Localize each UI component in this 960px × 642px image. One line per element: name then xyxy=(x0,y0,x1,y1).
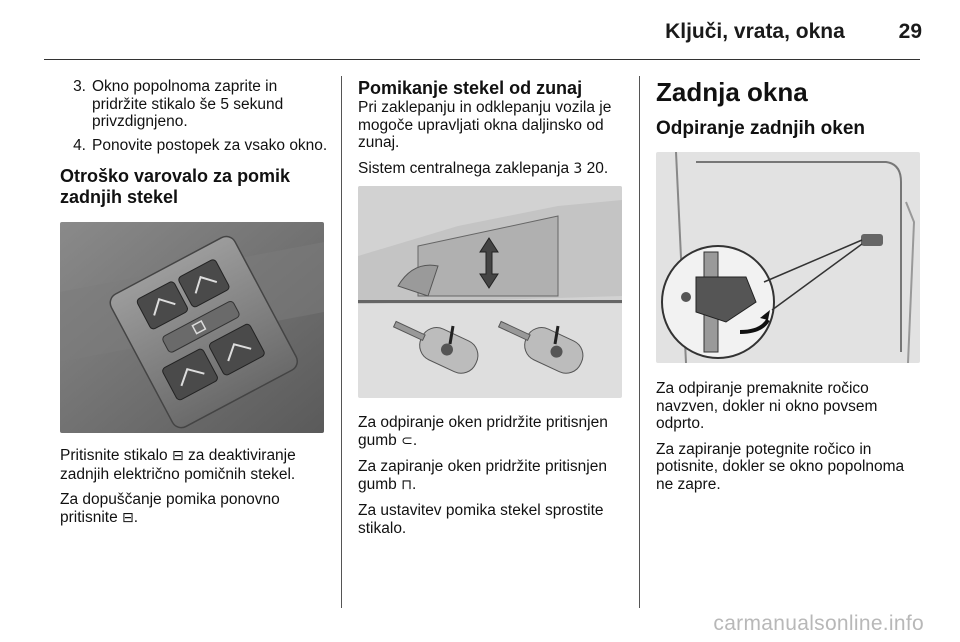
text: . xyxy=(412,475,417,493)
rear-window-latch-image xyxy=(656,152,920,363)
text: . xyxy=(412,431,418,449)
list-item xyxy=(60,78,328,131)
page-header xyxy=(665,20,922,44)
watermark: carmanualsonline.info xyxy=(713,612,924,635)
header-rule xyxy=(44,59,920,60)
remote-unlock-icon: ⊂ xyxy=(401,432,413,449)
paragraph xyxy=(358,458,626,494)
text: Za odpiranje oken pridržite pritisnjen gumb xyxy=(358,414,608,449)
column-right xyxy=(656,78,922,501)
step-number: 3. xyxy=(73,78,86,95)
step-text: Okno popolnoma zaprite in pridržite stikalo še 5 sekund privzdignjeno. xyxy=(92,78,284,130)
column-divider xyxy=(639,76,640,608)
section-heading: Otroško varovalo za pomik zadnjih stekel xyxy=(60,166,291,207)
chapter-title: Ključi, vrata, okna xyxy=(665,20,845,43)
step-number: 4. xyxy=(73,136,86,154)
section-heading: Pomikanje stekel od zunaj xyxy=(358,78,583,98)
text: Za dopuščanje pomika ponovno pritisnite xyxy=(60,491,280,526)
switch-panel-image xyxy=(60,222,324,433)
reference-symbol: 3 xyxy=(573,160,583,177)
subsection-heading: Odpiranje zadnjih oken xyxy=(656,118,866,139)
column-left xyxy=(60,78,328,535)
paragraph: Za ustavitev pomika stekel sprostite stikalo. xyxy=(358,502,604,537)
link-page-reference[interactable]: 20. xyxy=(586,159,609,177)
column-middle xyxy=(358,78,626,545)
page-number: 29 xyxy=(898,20,922,43)
paragraph xyxy=(358,160,626,179)
list-item xyxy=(60,137,328,155)
child-lock-icon: ⊟ xyxy=(122,509,134,526)
step-text: Ponovite postopek za vsako okno. xyxy=(92,136,328,154)
remote-lock-icon: ⊓ xyxy=(401,476,413,493)
column-divider xyxy=(341,76,342,608)
paragraph xyxy=(60,491,328,527)
paragraph xyxy=(358,414,626,450)
paragraph: Pri zaklepanju in odklepanju vozila je mogoče upravljati okna daljinsko od zunaj. xyxy=(358,99,612,151)
paragraph: Za zapiranje potegnite ročico in potisnite, dokler se okno popolnoma ne zapre. xyxy=(656,440,905,493)
paragraph xyxy=(60,447,328,483)
remote-key-image xyxy=(358,186,622,398)
text: Pritisnite stikalo xyxy=(60,447,168,464)
section-heading: Zadnja okna xyxy=(656,77,808,107)
text: . xyxy=(133,508,139,526)
child-lock-icon: ⊟ xyxy=(172,448,184,464)
paragraph: Za odpiranje premaknite ročico navzven, dokler ni okno povsem odprto. xyxy=(656,380,878,432)
text: Za zapiranje oken pridržite pritisnjen gumb xyxy=(358,458,607,493)
text: za deaktiviranje zadnjih električno pomičnih stekel. xyxy=(60,447,296,483)
text: Sistem centralnega zaklepanja xyxy=(358,159,570,177)
